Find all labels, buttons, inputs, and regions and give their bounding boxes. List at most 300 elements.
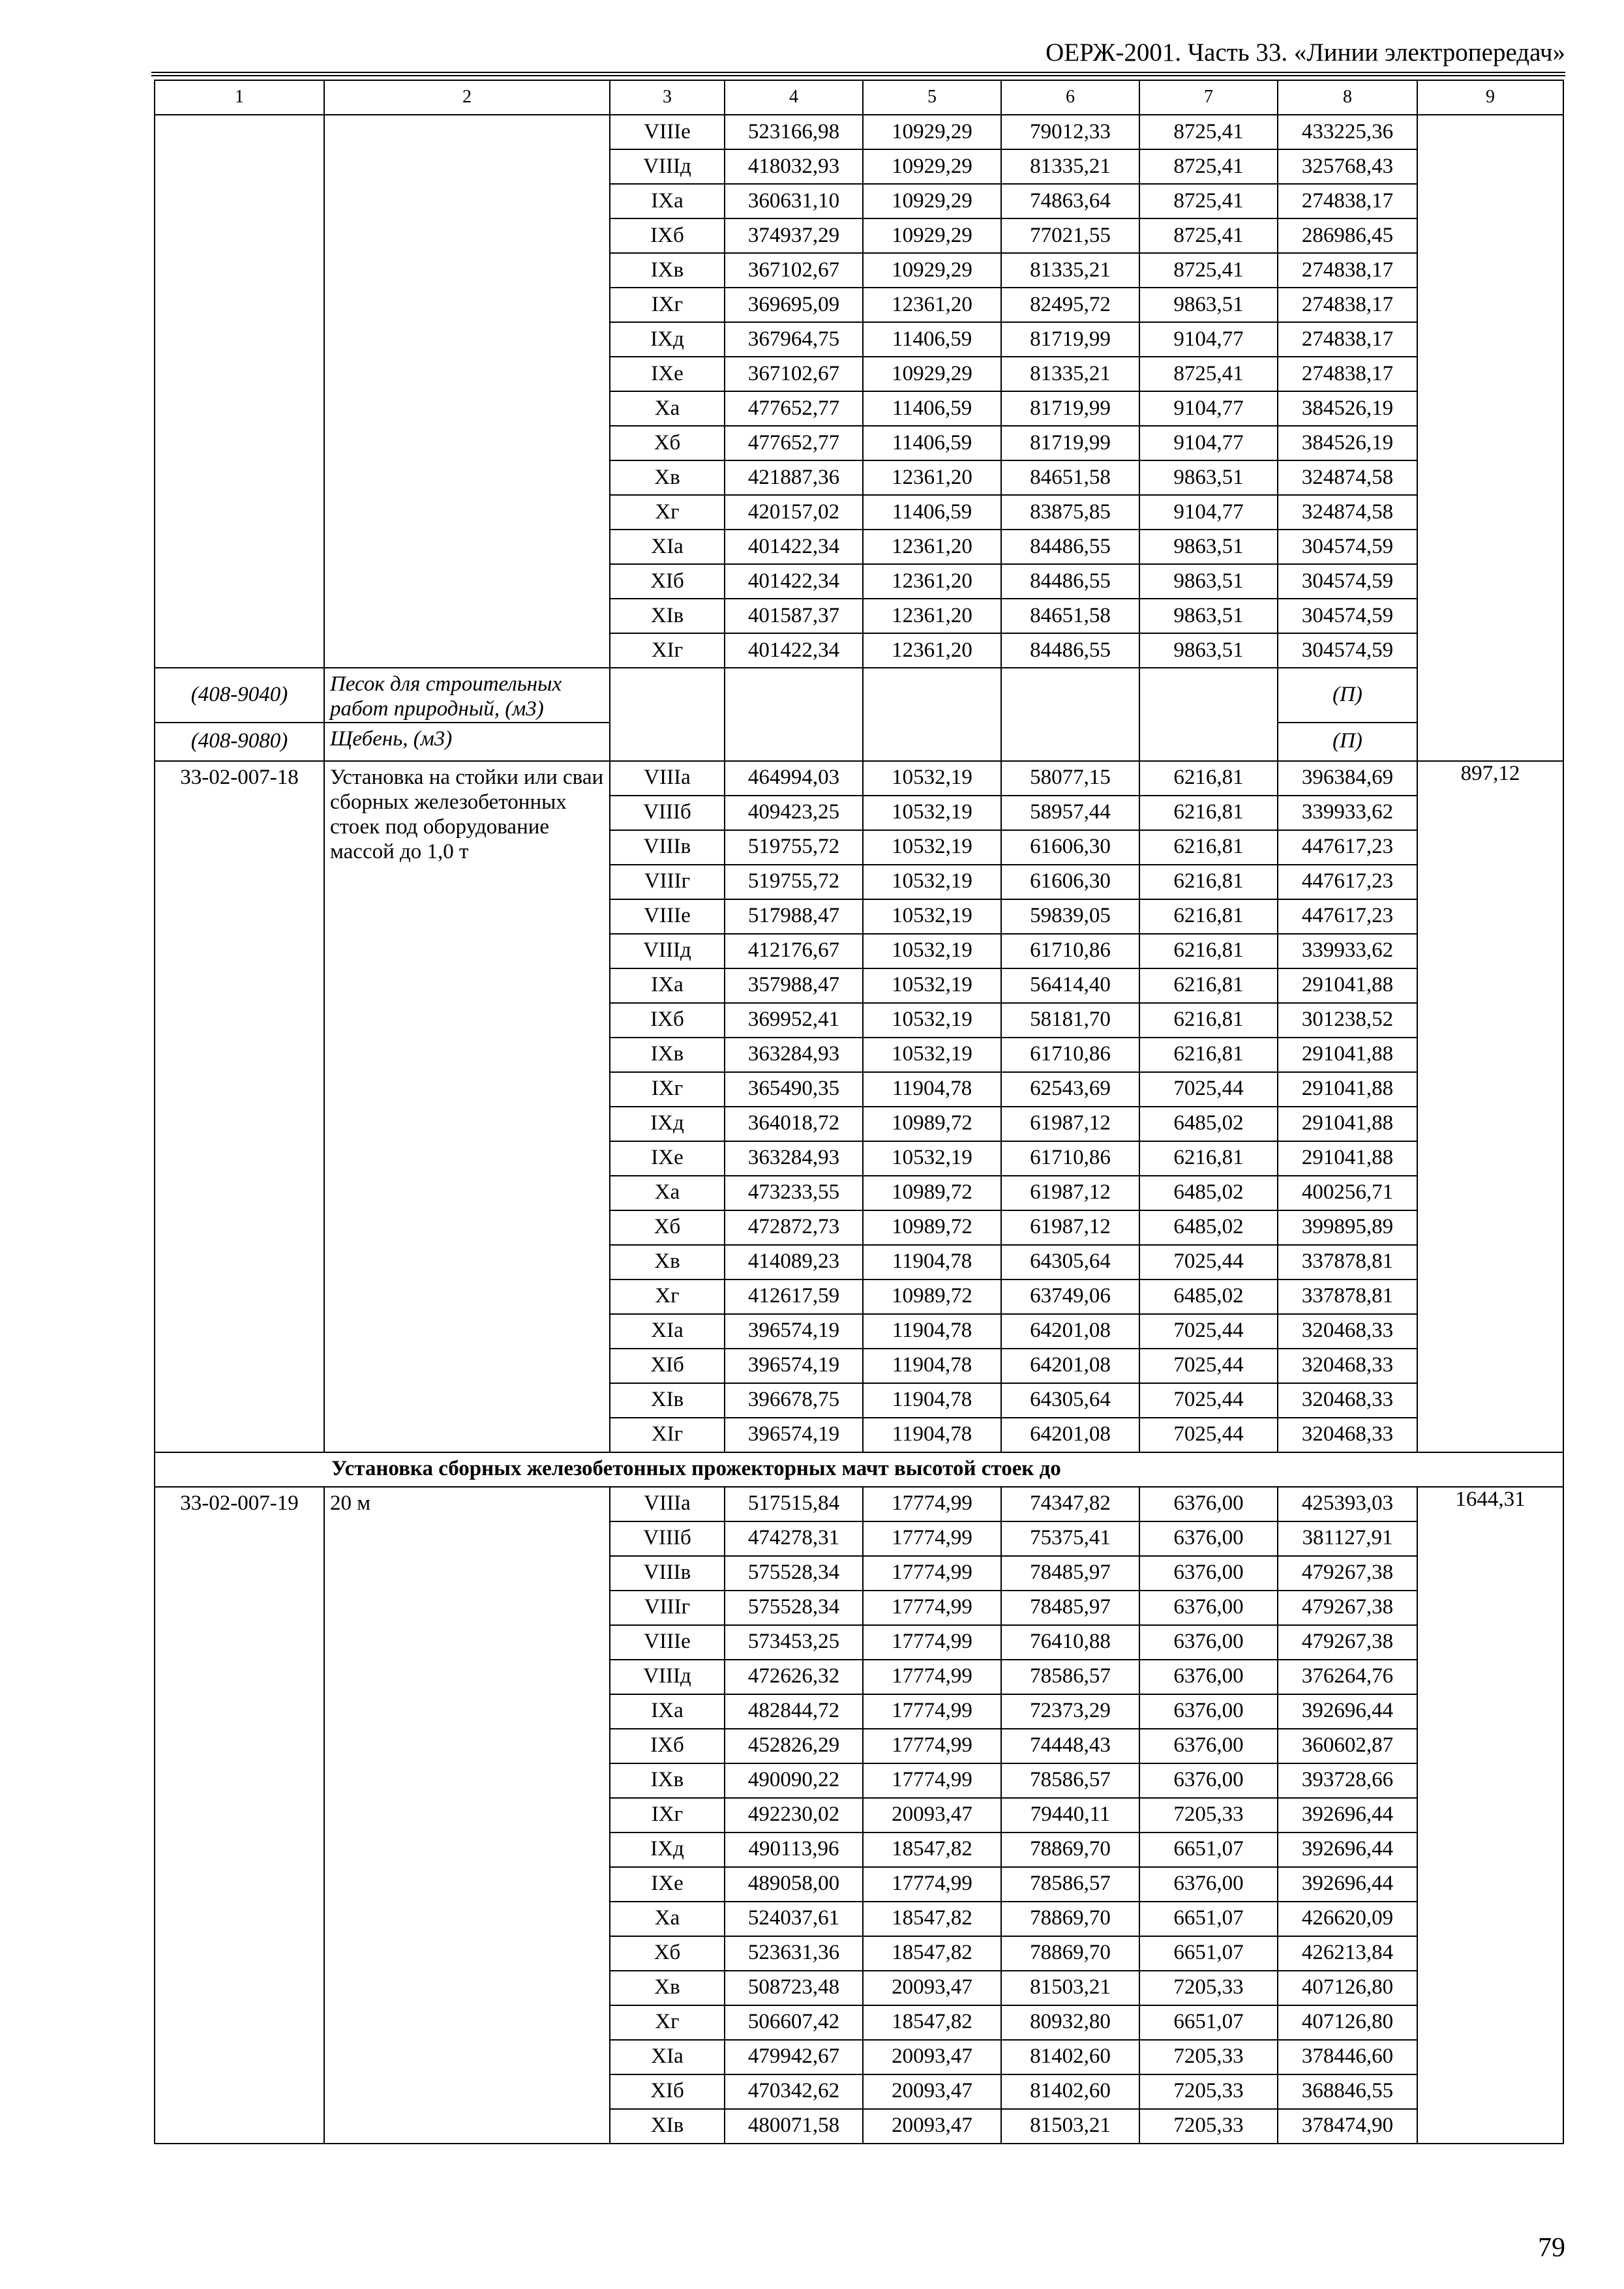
value-cell: 523631,36	[725, 1936, 863, 1971]
value-cell: 6485,02	[1139, 1176, 1278, 1210]
value-cell: 58181,70	[1001, 1003, 1139, 1038]
value-cell: 304574,59	[1278, 599, 1417, 633]
value-cell: 320468,33	[1278, 1418, 1417, 1452]
value-cell: 6376,00	[1139, 1660, 1278, 1694]
value-cell: 81719,99	[1001, 426, 1139, 460]
zone-cell: VIIIг	[610, 865, 725, 899]
value-cell: 12361,20	[863, 599, 1001, 633]
value-cell: 80932,80	[1001, 2005, 1139, 2040]
table-row	[155, 1487, 1563, 1521]
value-cell: 78586,57	[1001, 1660, 1139, 1694]
value-cell: 63749,06	[1001, 1279, 1139, 1314]
value-cell: 474278,31	[725, 1521, 863, 1556]
value-cell: 473233,55	[725, 1176, 863, 1210]
value-cell: 11904,78	[863, 1245, 1001, 1279]
value-cell: 64201,08	[1001, 1314, 1139, 1349]
value-cell: 20093,47	[863, 1798, 1001, 1833]
value-cell: 274838,17	[1278, 184, 1417, 218]
value-cell: 6485,02	[1139, 1210, 1278, 1245]
zone-cell: VIIIд	[610, 934, 725, 968]
value-cell: 479267,38	[1278, 1556, 1417, 1591]
value-cell: 274838,17	[1278, 253, 1417, 288]
header-rule-top	[151, 72, 1565, 73]
value-cell: 61987,12	[1001, 1176, 1139, 1210]
value-cell: 17774,99	[863, 1625, 1001, 1660]
value-cell: 17774,99	[863, 1556, 1001, 1591]
zone-cell: XIв	[610, 1383, 725, 1418]
zone-cell: XIв	[610, 2109, 725, 2144]
table-row	[155, 761, 1563, 796]
value-cell: 9104,77	[1139, 322, 1278, 357]
value-cell: 78485,97	[1001, 1591, 1139, 1625]
value-cell: 10532,19	[863, 1003, 1001, 1038]
value-cell: 81335,21	[1001, 253, 1139, 288]
value-cell: 61710,86	[1001, 1141, 1139, 1176]
value-cell: 291041,88	[1278, 1107, 1417, 1141]
value-cell: 396678,75	[725, 1383, 863, 1418]
value-cell: 78869,70	[1001, 1936, 1139, 1971]
value-cell: 11406,59	[863, 495, 1001, 530]
value-cell: 81719,99	[1001, 391, 1139, 426]
table-row	[155, 115, 1563, 149]
value-cell: 368846,55	[1278, 2074, 1417, 2109]
value-cell: 7025,44	[1139, 1418, 1278, 1452]
value-cell: 81402,60	[1001, 2074, 1139, 2109]
value-cell: 396574,19	[725, 1349, 863, 1383]
value-cell: 291041,88	[1278, 968, 1417, 1003]
value-cell: 464994,03	[725, 761, 863, 796]
value-cell: 363284,93	[725, 1141, 863, 1176]
value-cell: 367102,67	[725, 253, 863, 288]
value-cell: 324874,58	[1278, 495, 1417, 530]
value-cell: 17774,99	[863, 1763, 1001, 1798]
value-cell: 10532,19	[863, 968, 1001, 1003]
value-cell: 9863,51	[1139, 564, 1278, 599]
value-cell: 7205,33	[1139, 1971, 1278, 2005]
blank-cell	[863, 668, 1001, 723]
value-cell: 61987,12	[1001, 1210, 1139, 1245]
value-cell: 11406,59	[863, 322, 1001, 357]
value-cell: 79440,11	[1001, 1798, 1139, 1833]
zone-cell: IXа	[610, 184, 725, 218]
value-cell: 61987,12	[1001, 1107, 1139, 1141]
value-cell: 17774,99	[863, 1867, 1001, 1902]
value-cell: 378446,60	[1278, 2040, 1417, 2074]
col9-cell-empty	[1417, 115, 1563, 761]
value-cell: 61710,86	[1001, 934, 1139, 968]
value-cell: 20093,47	[863, 1971, 1001, 2005]
value-cell: 412176,67	[725, 934, 863, 968]
value-cell: 61606,30	[1001, 865, 1139, 899]
zone-cell: IXа	[610, 1694, 725, 1729]
item-name: 20 м	[324, 1487, 610, 2144]
value-cell: 9104,77	[1139, 495, 1278, 530]
zone-cell: Xб	[610, 1210, 725, 1245]
value-cell: 392696,44	[1278, 1867, 1417, 1902]
value-cell: 304574,59	[1278, 530, 1417, 564]
zone-cell: XIб	[610, 2074, 725, 2109]
value-cell: 378474,90	[1278, 2109, 1417, 2144]
value-cell: 392696,44	[1278, 1833, 1417, 1867]
value-cell: 304574,59	[1278, 633, 1417, 668]
value-cell: 452826,29	[725, 1729, 863, 1763]
value-cell: 396574,19	[725, 1418, 863, 1452]
page-header-title: ОЕРЖ-2001. Часть 33. «Линии электропередач»	[1045, 38, 1565, 67]
section-title-row	[155, 1452, 1563, 1487]
value-cell: 10989,72	[863, 1279, 1001, 1314]
blank-cell	[725, 668, 863, 723]
value-cell: 433225,36	[1278, 115, 1417, 149]
value-cell: 11406,59	[863, 426, 1001, 460]
value-cell: 418032,93	[725, 149, 863, 184]
resource-value: (П)	[1278, 668, 1417, 723]
value-cell: 6216,81	[1139, 968, 1278, 1003]
value-cell: 74347,82	[1001, 1487, 1139, 1521]
value-cell: 8725,41	[1139, 218, 1278, 253]
zone-cell: IXг	[610, 1798, 725, 1833]
value-cell: 8725,41	[1139, 115, 1278, 149]
value-cell: 81402,60	[1001, 2040, 1139, 2074]
value-cell: 18547,82	[863, 2005, 1001, 2040]
value-cell: 6376,00	[1139, 1487, 1278, 1521]
item-col9: 1644,31	[1417, 1487, 1563, 2144]
zone-cell: XIб	[610, 564, 725, 599]
value-cell: 376264,76	[1278, 1660, 1417, 1694]
resource-code: (408-9080)	[155, 723, 324, 761]
zone-cell: Xа	[610, 1176, 725, 1210]
value-cell: 447617,23	[1278, 899, 1417, 934]
value-cell: 517515,84	[725, 1487, 863, 1521]
value-cell: 10532,19	[863, 796, 1001, 830]
value-cell: 392696,44	[1278, 1798, 1417, 1833]
value-cell: 6216,81	[1139, 934, 1278, 968]
value-cell: 7205,33	[1139, 2109, 1278, 2144]
value-cell: 274838,17	[1278, 357, 1417, 391]
value-cell: 384526,19	[1278, 426, 1417, 460]
blank-cell	[1139, 668, 1278, 723]
zone-cell: IXе	[610, 357, 725, 391]
value-cell: 575528,34	[725, 1556, 863, 1591]
value-cell: 10532,19	[863, 761, 1001, 796]
table-body	[155, 80, 1563, 2144]
column-number-cell: 2	[324, 80, 610, 115]
value-cell: 6216,81	[1139, 1003, 1278, 1038]
value-cell: 76410,88	[1001, 1625, 1139, 1660]
value-cell: 392696,44	[1278, 1694, 1417, 1729]
value-cell: 75375,41	[1001, 1521, 1139, 1556]
value-cell: 8725,41	[1139, 149, 1278, 184]
column-number-cell: 9	[1417, 80, 1563, 115]
value-cell: 61606,30	[1001, 830, 1139, 865]
zone-cell: VIIIа	[610, 1487, 725, 1521]
value-cell: 421887,36	[725, 460, 863, 495]
value-cell: 396384,69	[1278, 761, 1417, 796]
value-cell: 10532,19	[863, 1038, 1001, 1072]
value-cell: 18547,82	[863, 1936, 1001, 1971]
value-cell: 12361,20	[863, 530, 1001, 564]
value-cell: 64305,64	[1001, 1245, 1139, 1279]
zone-cell: Xв	[610, 460, 725, 495]
page-number: 79	[1538, 2233, 1565, 2263]
value-cell: 339933,62	[1278, 796, 1417, 830]
value-cell: 8725,41	[1139, 253, 1278, 288]
value-cell: 10929,29	[863, 115, 1001, 149]
zone-cell: IXв	[610, 1763, 725, 1798]
value-cell: 10532,19	[863, 830, 1001, 865]
zone-cell: IXб	[610, 218, 725, 253]
zone-cell: XIв	[610, 599, 725, 633]
value-cell: 490090,22	[725, 1763, 863, 1798]
zone-cell: Xг	[610, 495, 725, 530]
value-cell: 84486,55	[1001, 633, 1139, 668]
value-cell: 6376,00	[1139, 1521, 1278, 1556]
value-cell: 6216,81	[1139, 1038, 1278, 1072]
value-cell: 519755,72	[725, 830, 863, 865]
value-cell: 78869,70	[1001, 1833, 1139, 1867]
value-cell: 9863,51	[1139, 288, 1278, 322]
value-cell: 6216,81	[1139, 796, 1278, 830]
value-cell: 523166,98	[725, 115, 863, 149]
value-cell: 479942,67	[725, 2040, 863, 2074]
value-cell: 83875,85	[1001, 495, 1139, 530]
code-cell-empty	[155, 115, 324, 668]
value-cell: 337878,81	[1278, 1245, 1417, 1279]
value-cell: 412617,59	[725, 1279, 863, 1314]
value-cell: 369695,09	[725, 288, 863, 322]
value-cell: 7025,44	[1139, 1072, 1278, 1107]
value-cell: 12361,20	[863, 633, 1001, 668]
value-cell: 10989,72	[863, 1210, 1001, 1245]
value-cell: 11406,59	[863, 391, 1001, 426]
resource-name: Песок для строительных работ природный, (м3)	[324, 668, 610, 723]
resource-row	[155, 723, 1563, 761]
resource-row	[155, 668, 1563, 723]
value-cell: 479267,38	[1278, 1591, 1417, 1625]
item-name: Установка на стойки или сваи сборных железобетонных стоек под оборудование массой до 1,0 т	[324, 761, 610, 1452]
value-cell: 17774,99	[863, 1521, 1001, 1556]
resource-value: (П)	[1278, 723, 1417, 761]
value-cell: 7205,33	[1139, 2040, 1278, 2074]
blank-cell	[610, 668, 725, 723]
zone-cell: VIIIв	[610, 1556, 725, 1591]
value-cell: 414089,23	[725, 1245, 863, 1279]
value-cell: 7025,44	[1139, 1314, 1278, 1349]
value-cell: 17774,99	[863, 1591, 1001, 1625]
value-cell: 393728,66	[1278, 1763, 1417, 1798]
zone-cell: VIIIе	[610, 115, 725, 149]
value-cell: 407126,80	[1278, 2005, 1417, 2040]
item-code: 33-02-007-18	[155, 761, 324, 1452]
value-cell: 10532,19	[863, 934, 1001, 968]
value-cell: 479267,38	[1278, 1625, 1417, 1660]
value-cell: 337878,81	[1278, 1279, 1417, 1314]
value-cell: 301238,52	[1278, 1003, 1417, 1038]
value-cell: 490113,96	[725, 1833, 863, 1867]
value-cell: 320468,33	[1278, 1314, 1417, 1349]
value-cell: 20093,47	[863, 2074, 1001, 2109]
value-cell: 81335,21	[1001, 357, 1139, 391]
value-cell: 291041,88	[1278, 1141, 1417, 1176]
value-cell: 18547,82	[863, 1902, 1001, 1936]
value-cell: 7025,44	[1139, 1245, 1278, 1279]
blank-cell	[725, 723, 863, 761]
resource-code: (408-9040)	[155, 668, 324, 723]
value-cell: 324874,58	[1278, 460, 1417, 495]
value-cell: 291041,88	[1278, 1038, 1417, 1072]
zone-cell: IXд	[610, 1833, 725, 1867]
blank-cell	[863, 723, 1001, 761]
value-cell: 62543,69	[1001, 1072, 1139, 1107]
value-cell: 78586,57	[1001, 1763, 1139, 1798]
value-cell: 7025,44	[1139, 1349, 1278, 1383]
value-cell: 7025,44	[1139, 1383, 1278, 1418]
zone-cell: VIIIд	[610, 1660, 725, 1694]
value-cell: 10929,29	[863, 253, 1001, 288]
value-cell: 81335,21	[1001, 149, 1139, 184]
value-cell: 79012,33	[1001, 115, 1139, 149]
value-cell: 78586,57	[1001, 1867, 1139, 1902]
value-cell: 365490,35	[725, 1072, 863, 1107]
value-cell: 291041,88	[1278, 1072, 1417, 1107]
value-cell: 426213,84	[1278, 1936, 1417, 1971]
value-cell: 325768,43	[1278, 149, 1417, 184]
column-number-cell: 6	[1001, 80, 1139, 115]
value-cell: 399895,89	[1278, 1210, 1417, 1245]
column-number-cell: 3	[610, 80, 725, 115]
zone-cell: IXв	[610, 253, 725, 288]
value-cell: 84651,58	[1001, 460, 1139, 495]
value-cell: 401422,34	[725, 530, 863, 564]
column-number-cell: 1	[155, 80, 324, 115]
value-cell: 492230,02	[725, 1798, 863, 1833]
zone-cell: XIа	[610, 2040, 725, 2074]
value-cell: 6376,00	[1139, 1556, 1278, 1591]
column-number-cell: 8	[1278, 80, 1417, 115]
blank-cell	[1001, 668, 1139, 723]
value-cell: 82495,72	[1001, 288, 1139, 322]
value-cell: 9863,51	[1139, 633, 1278, 668]
value-cell: 367964,75	[725, 322, 863, 357]
zone-cell: VIIIе	[610, 899, 725, 934]
value-cell: 84486,55	[1001, 530, 1139, 564]
value-cell: 447617,23	[1278, 830, 1417, 865]
value-cell: 426620,09	[1278, 1902, 1417, 1936]
value-cell: 59839,05	[1001, 899, 1139, 934]
value-cell: 400256,71	[1278, 1176, 1417, 1210]
value-cell: 304574,59	[1278, 564, 1417, 599]
value-cell: 425393,03	[1278, 1487, 1417, 1521]
column-number-cell: 4	[725, 80, 863, 115]
value-cell: 508723,48	[725, 1971, 863, 2005]
value-cell: 6376,00	[1139, 1591, 1278, 1625]
zone-cell: VIIIе	[610, 1625, 725, 1660]
value-cell: 6216,81	[1139, 899, 1278, 934]
value-cell: 9863,51	[1139, 599, 1278, 633]
value-cell: 6376,00	[1139, 1867, 1278, 1902]
value-cell: 18547,82	[863, 1833, 1001, 1867]
value-cell: 11904,78	[863, 1314, 1001, 1349]
value-cell: 360602,87	[1278, 1729, 1417, 1763]
value-cell: 573453,25	[725, 1625, 863, 1660]
value-cell: 6376,00	[1139, 1763, 1278, 1798]
value-cell: 11904,78	[863, 1072, 1001, 1107]
value-cell: 6651,07	[1139, 1902, 1278, 1936]
zone-cell: XIа	[610, 1314, 725, 1349]
value-cell: 472872,73	[725, 1210, 863, 1245]
zone-cell: IXб	[610, 1003, 725, 1038]
value-cell: 339933,62	[1278, 934, 1417, 968]
value-cell: 10989,72	[863, 1176, 1001, 1210]
value-cell: 10532,19	[863, 1141, 1001, 1176]
value-cell: 64201,08	[1001, 1349, 1139, 1383]
item-col9: 897,12	[1417, 761, 1563, 1452]
zone-cell: XIг	[610, 1418, 725, 1452]
value-cell: 12361,20	[863, 460, 1001, 495]
column-number-cell: 7	[1139, 80, 1278, 115]
value-cell: 8725,41	[1139, 357, 1278, 391]
section-title: Установка сборных железобетонных прожекторных мачт высотой стоек до	[155, 1452, 1563, 1487]
column-number-cell: 5	[863, 80, 1001, 115]
value-cell: 575528,34	[725, 1591, 863, 1625]
price-table	[154, 80, 1564, 2144]
value-cell: 6485,02	[1139, 1279, 1278, 1314]
value-cell: 384526,19	[1278, 391, 1417, 426]
zone-cell: IXг	[610, 1072, 725, 1107]
value-cell: 401422,34	[725, 564, 863, 599]
value-cell: 10929,29	[863, 218, 1001, 253]
value-cell: 12361,20	[863, 288, 1001, 322]
value-cell: 7205,33	[1139, 1798, 1278, 1833]
value-cell: 12361,20	[863, 564, 1001, 599]
value-cell: 396574,19	[725, 1314, 863, 1349]
name-cell-empty	[324, 115, 610, 668]
value-cell: 84486,55	[1001, 564, 1139, 599]
value-cell: 11904,78	[863, 1349, 1001, 1383]
value-cell: 482844,72	[725, 1694, 863, 1729]
value-cell: 20093,47	[863, 2109, 1001, 2144]
value-cell: 369952,41	[725, 1003, 863, 1038]
value-cell: 6651,07	[1139, 1936, 1278, 1971]
value-cell: 7205,33	[1139, 2074, 1278, 2109]
value-cell: 17774,99	[863, 1660, 1001, 1694]
value-cell: 489058,00	[725, 1867, 863, 1902]
value-cell: 84651,58	[1001, 599, 1139, 633]
zone-cell: VIIIв	[610, 830, 725, 865]
value-cell: 58957,44	[1001, 796, 1139, 830]
column-number-row	[155, 80, 1563, 115]
value-cell: 78485,97	[1001, 1556, 1139, 1591]
value-cell: 6376,00	[1139, 1694, 1278, 1729]
value-cell: 517988,47	[725, 899, 863, 934]
value-cell: 10929,29	[863, 357, 1001, 391]
zone-cell: IXе	[610, 1867, 725, 1902]
value-cell: 477652,77	[725, 391, 863, 426]
zone-cell: IXв	[610, 1038, 725, 1072]
value-cell: 81503,21	[1001, 2109, 1139, 2144]
value-cell: 420157,02	[725, 495, 863, 530]
value-cell: 381127,91	[1278, 1521, 1417, 1556]
value-cell: 8725,41	[1139, 184, 1278, 218]
value-cell: 10929,29	[863, 149, 1001, 184]
value-cell: 6485,02	[1139, 1107, 1278, 1141]
value-cell: 274838,17	[1278, 322, 1417, 357]
value-cell: 274838,17	[1278, 288, 1417, 322]
zone-cell: Xг	[610, 1279, 725, 1314]
value-cell: 78869,70	[1001, 1902, 1139, 1936]
zone-cell: VIIIб	[610, 1521, 725, 1556]
value-cell: 374937,29	[725, 218, 863, 253]
zone-cell: Xг	[610, 2005, 725, 2040]
